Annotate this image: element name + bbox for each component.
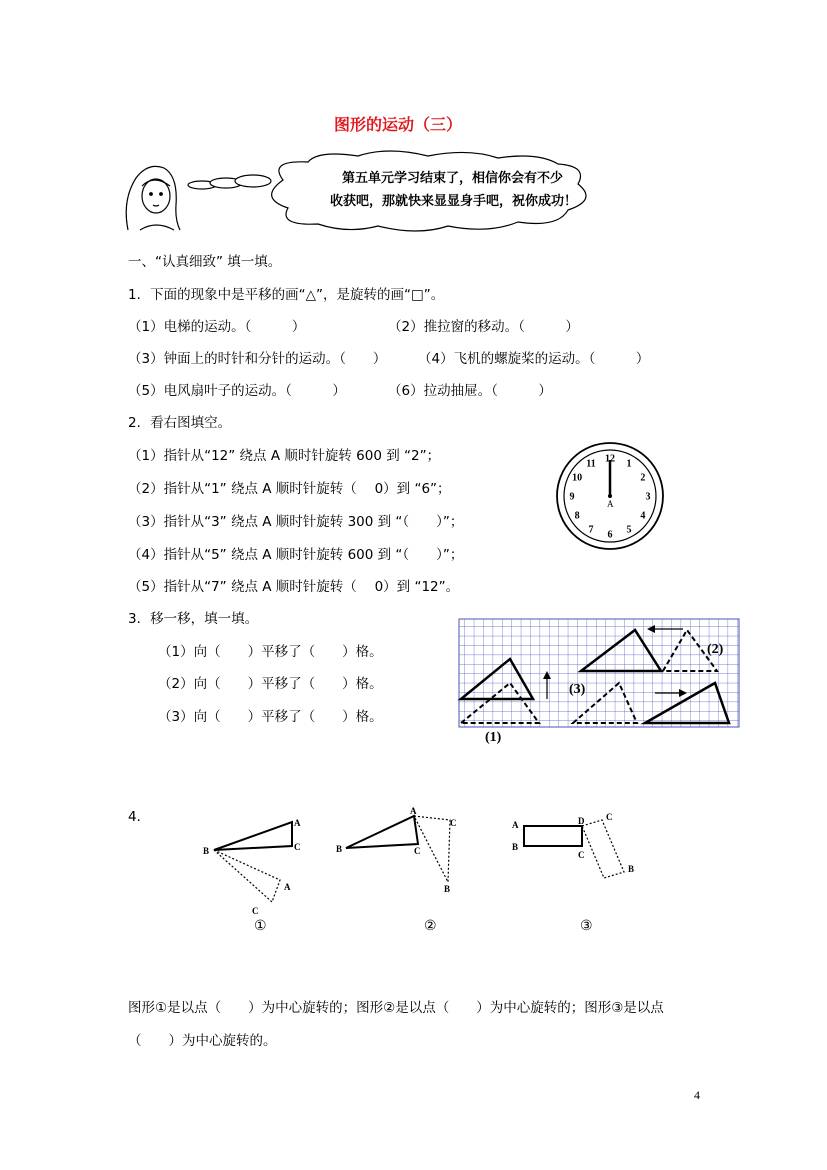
svg-text:C: C: [450, 818, 457, 828]
q2-item-2: （2）指针从“1” 绕点 A 顺时针旋转（ 0）到 “6”；: [128, 481, 451, 497]
q1-stem: 1．下面的现象中是平移的画“△”，是旋转的画“□”。: [128, 287, 445, 303]
q1-item-5: （5）电风扇叶子的运动。（ ）: [128, 383, 346, 399]
svg-text:D: D: [578, 816, 585, 826]
clock-number: 8: [574, 510, 580, 522]
page-number: 4: [694, 1088, 700, 1102]
figure-label-2: ②: [424, 919, 437, 934]
q3-stem: 3．移一移，填一填。: [128, 611, 259, 627]
q1-item-3: （3）钟面上的时针和分针的运动。（ ）: [128, 351, 387, 367]
q2-item-4: （4）指针从“5” 绕点 A 顺时针旋转 600 到 “（ ）”；: [128, 547, 464, 563]
grid-label-2: (2): [707, 642, 724, 657]
grid-label-3: (3): [569, 682, 586, 697]
q1-item-2: （2）推拉窗的移动。（ ）: [388, 319, 579, 335]
clock-center-label: A: [607, 499, 614, 509]
q2-item-3: （3）指针从“3” 绕点 A 顺时针旋转 300 到 “（ ）”；: [128, 514, 464, 530]
svg-text:A: A: [284, 882, 291, 892]
svg-text:C: C: [578, 850, 585, 860]
bubble-line-2: 收获吧，那就快来显显身手吧，祝你成功！: [330, 194, 578, 209]
bubble-line-1: 第五单元学习结束了，相信你会有不少: [342, 171, 564, 186]
page-title: 图形的运动（三）: [334, 115, 463, 134]
rotation-figures: [196, 806, 656, 936]
clock-number: 4: [640, 510, 646, 522]
svg-text:C: C: [414, 846, 421, 856]
q1-item-4: （4）飞机的螺旋桨的运动。（ ）: [418, 351, 650, 367]
translation-grid-figure: [455, 617, 745, 745]
girl-icon: [126, 166, 180, 230]
clock-number: 5: [626, 524, 632, 536]
section-heading: 一、“认真细致” 填一填。: [128, 254, 282, 270]
q2-stem: 2．看右图填空。: [128, 415, 232, 431]
figure-label-3: ③: [580, 919, 593, 934]
q4-answer-line-1: 图形①是以点（ ）为中心旋转的；图形②是以点（ ）为中心旋转的；图形③是以点: [128, 1000, 664, 1016]
q2-item-1: （1）指针从“12” 绕点 A 顺时针旋转 600 到 “2”；: [128, 448, 441, 464]
svg-text:B: B: [336, 844, 343, 854]
svg-text:B: B: [512, 842, 519, 852]
clock-number: 9: [569, 491, 575, 503]
svg-text:C: C: [294, 842, 301, 852]
q3-item-2: （2）向（ ）平移了（ ）格。: [158, 676, 383, 692]
clock-number: 12: [605, 453, 615, 465]
q3-item-3: （3）向（ ）平移了（ ）格。: [158, 709, 383, 725]
svg-text:B: B: [628, 864, 635, 874]
clock-figure: [555, 441, 665, 551]
q2-item-5: （5）指针从“7” 绕点 A 顺时针旋转（ 0）到 “12”。: [128, 579, 460, 595]
q3-item-1: （1）向（ ）平移了（ ）格。: [158, 644, 383, 660]
grid-label-1: (1): [485, 730, 502, 745]
figure-label-1: ①: [254, 919, 267, 934]
svg-text:B: B: [203, 846, 210, 856]
q1-item-6: （6）拉动抽屉。（ ）: [388, 383, 552, 399]
svg-text:A: A: [410, 806, 417, 816]
clock-number: 3: [645, 491, 651, 503]
svg-text:B: B: [444, 884, 451, 894]
clock-number: 2: [640, 472, 646, 484]
svg-text:C: C: [252, 906, 259, 916]
clock-number: 7: [588, 524, 594, 536]
q1-item-1: （1）电梯的运动。（ ）: [128, 319, 306, 335]
clock-number: 1: [626, 458, 632, 470]
svg-text:A: A: [512, 820, 519, 830]
svg-text:A: A: [294, 818, 301, 828]
clock-number: 6: [607, 529, 613, 541]
q4-answer-line-2: （ ）为中心旋转的。: [128, 1033, 277, 1049]
q4-number: 4．: [128, 809, 151, 825]
clock-number: 11: [586, 458, 596, 470]
clock-number: 10: [572, 472, 583, 484]
svg-text:C: C: [606, 812, 613, 822]
